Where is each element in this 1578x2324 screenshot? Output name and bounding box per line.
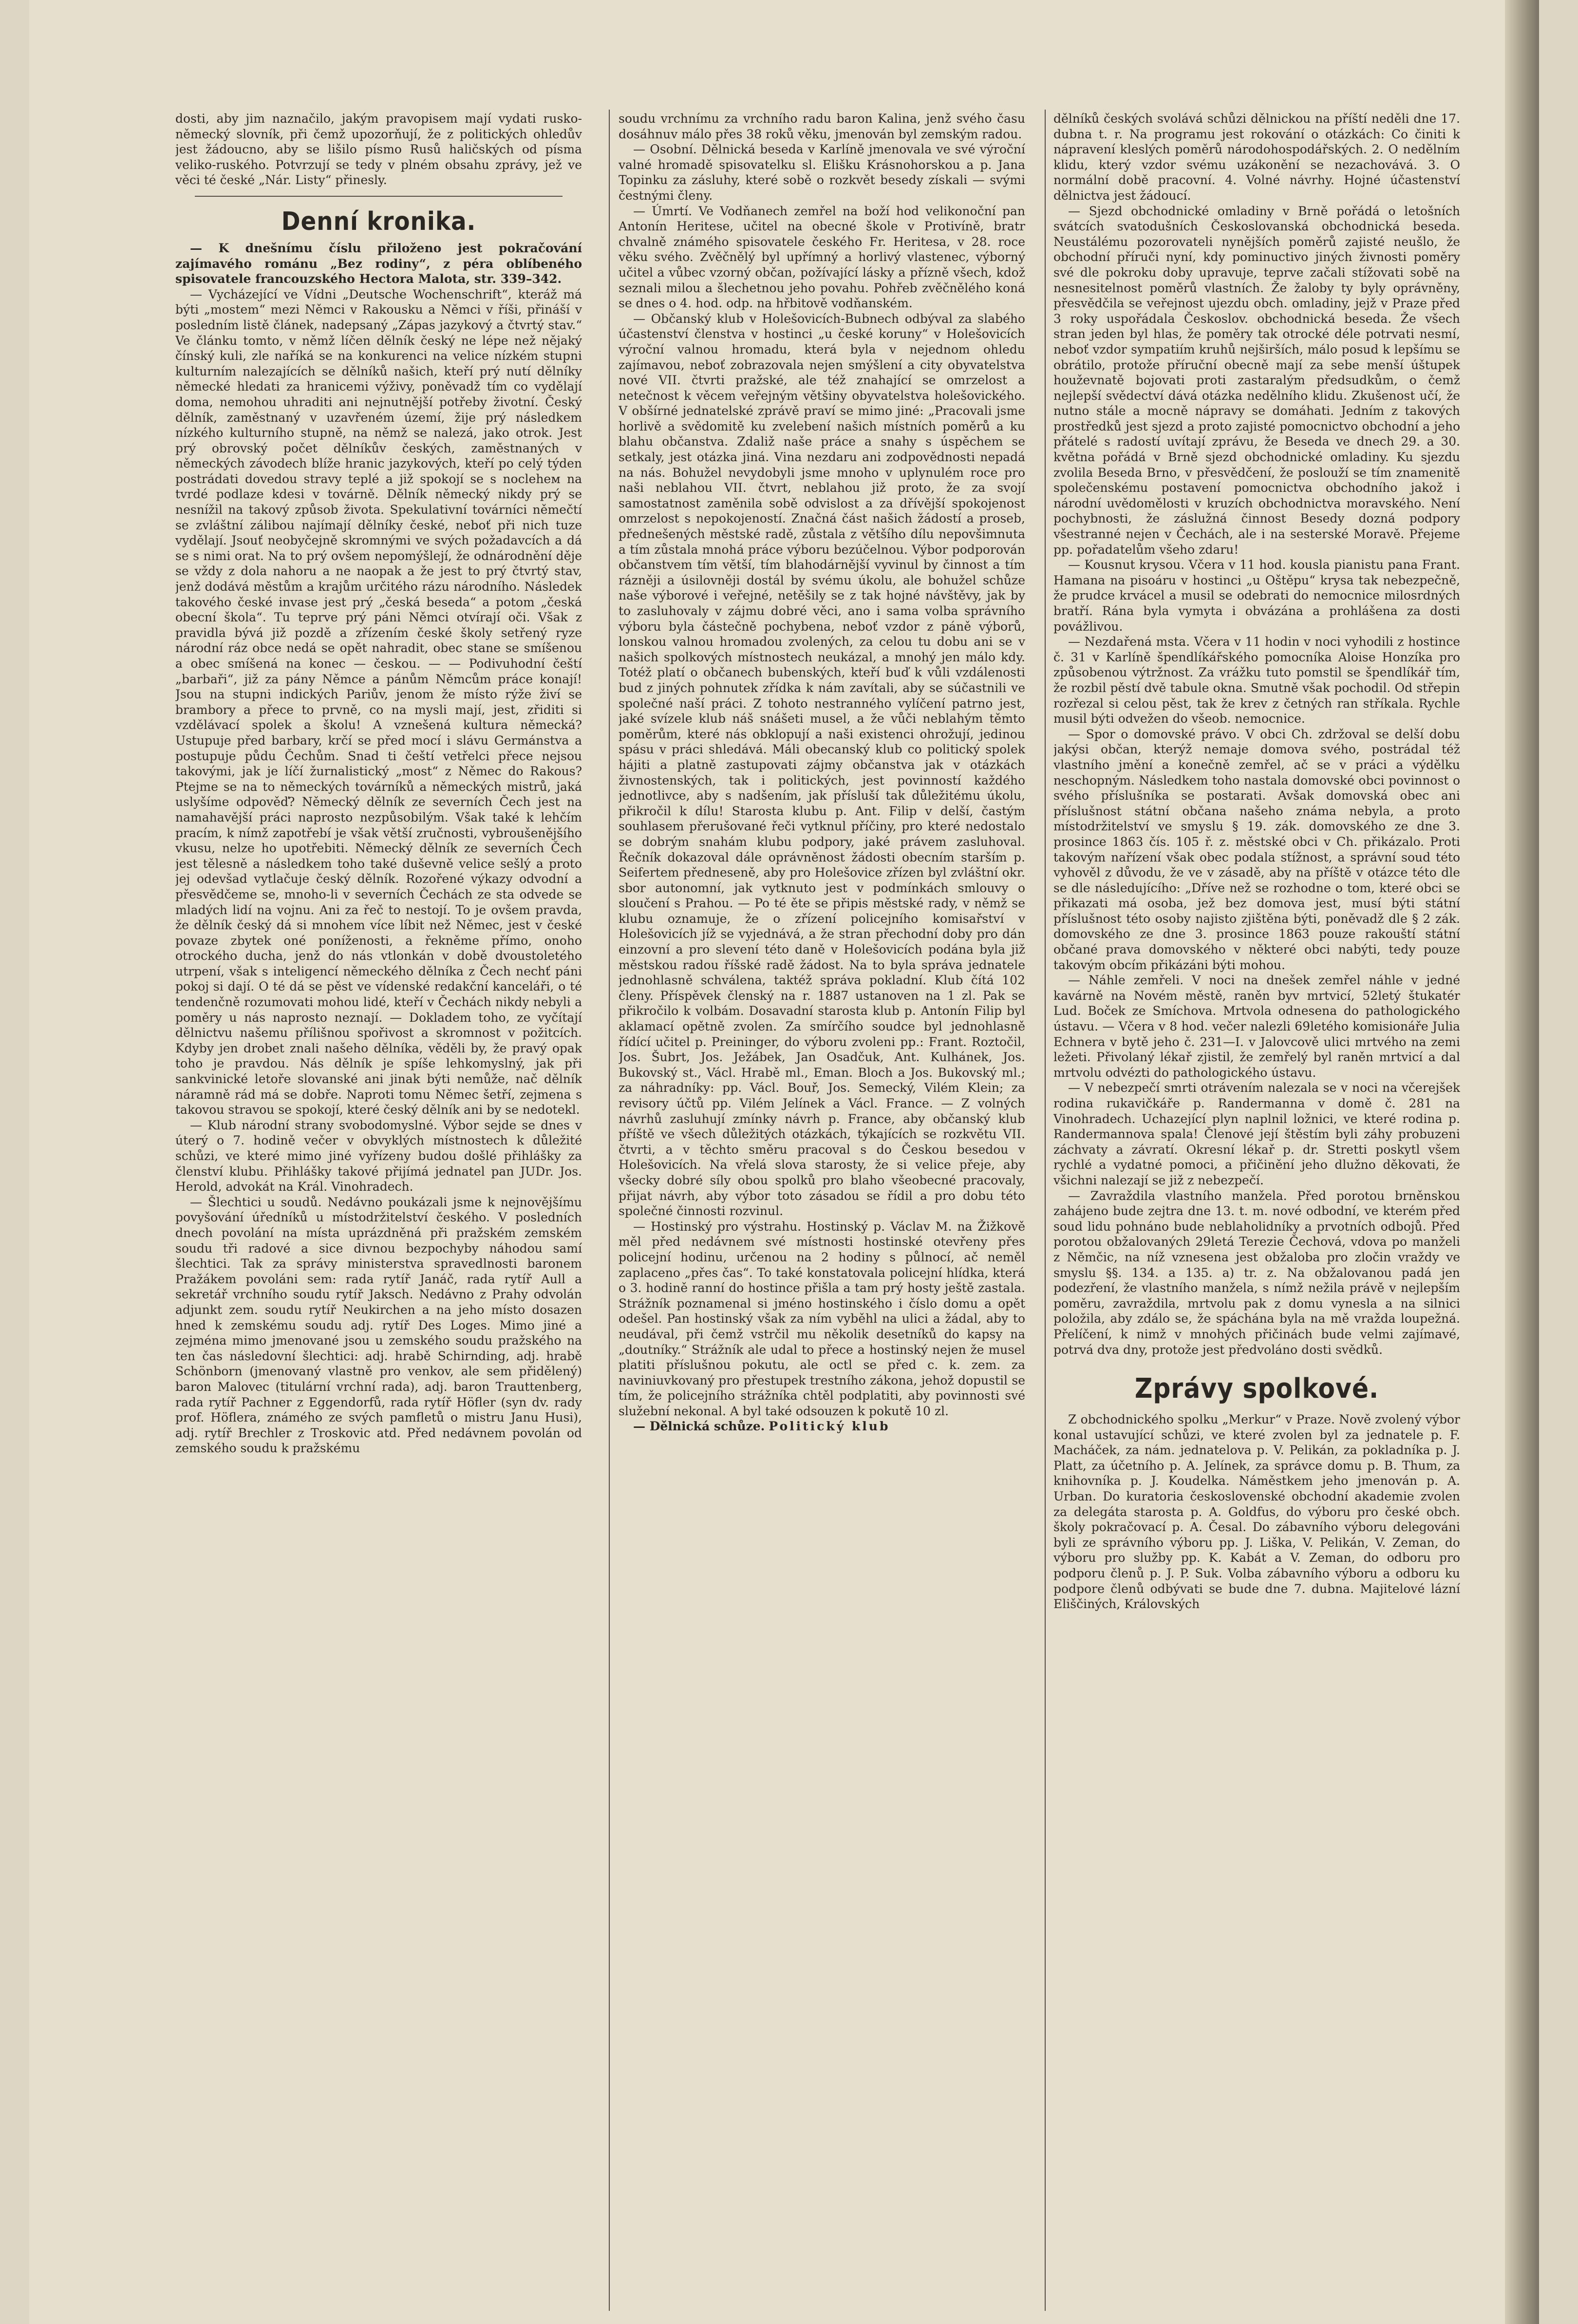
article: — Hostinský pro výstrahu. Hostinský p. Václav M. na Žižkově měl před nedávnem své místnosti hostinské otevřeny přes policejní hodinu, určenou na 2 hodiny s půlnocí, ač neměl zaplaceno „přes čas“. To také konstatovala policejní hlídka, která o 3. hodině ranní do hostince přišla a tam prý hosty ještě zastala. Strážník poznamenal si jméno hostinského i číslo domu a opět odešel. Pan hostinský však za ním vyběhl na ulici a žádal, aby to neudával, při čemž vstrčil mu několik desetníků do kapsy na „doutníky.“ Strážník ale udal to přece a hostinský nejen že musel platiti příslušnou pokutu, ale octl se před c. k. zem. za naviniuvkovaný pro přestupek trestního zákona, jehož dopustil se tím, že policejního strážníka chtěl podplatiti, aby povinnosti své služební nekonal. A byl také odsouzen k pokutě 10 zl.	[619, 1219, 1025, 1418]
article: — Úmrtí. Ve Vodňanech zemřel na boží hod velikonoční pan Antonín Heritese, učitel na obecné škole v Protivíně, bratr chvalně známého spisovatele českého Fr. Heritesa, v 28. roce věku svého. Zvěčnělý byl upřímný a horlivý vlastenec, výborný učitel a vůbec vzorný občan, požívající lásky a přízně všech, kdož seznali milou a šlechetnou jeho povahu. Pohřeb zvěčnělého koná se dnes o 4. hod. odp. na hřbitově vodňanském.	[619, 204, 1025, 311]
section-heading: Zprávy spolkové.	[1134, 1373, 1379, 1405]
article: — Klub národní strany svobodomyslné. Výbor sejde se dnes v úterý o 7. hodině večer v obvyklých místnostech k důležité schůzi, ve které mimo jiné vyřízeny budou došlé přihlášky za členství klubu. Přihlášky takové přijímá jednatel pan JUDr. Jos. Herold, advokát na Král. Vinohradech.	[175, 1118, 582, 1194]
column-rule	[609, 110, 610, 2311]
section-rule	[195, 196, 563, 197]
section-heading: Denní kronika.	[281, 206, 476, 236]
article: — V nebezpečí smrti otrávením nalezala se v noci na včerejšek rodina rukavičkáře p. Randermanna v domě č. 281 na Vinohradech. Uchazející plyn naplnil ložnici, ve které rodina p. Randermannova spala! Členové její štěstím byli záhy probuzeni záchvaty a závratí. Okresní lékař p. dr. Stretti poskytl všem rychlé a vydatné pomoci, a přičinění jeho dlužno děkovati, že všichni nalezají se již z nebezpečí.	[1053, 1081, 1460, 1187]
article: — Sjezd obchodnické omladiny v Brně pořádá o letošních svátcích svatodušních Českoslovanská obchodnická beseda. Neustálému pozorovateli nynějších poměrů zajisté neušlo, že obchodní příruči nyní, kdy pominuctivo jiných živnosti poměry své dle pokroku doby upravuje, teprve začali stížovati sobě na nesnesitelnost poměrů vlastních. Že žaloby ty byly oprávněny, přesvědčila se veřejnost ujezdu obch. omladiny, jejž v Praze před 3 roky uspořádala Českoslov. obchodnická beseda. Že všech stran jeden byl hlas, že poměry tak otrocké déle potrvati nesmí, neboť vzdor sympatiím kruhů nejširších, málo posud k lepšímu se obrátilo, protože příruční obecně mají za sebe menší úštupek houževnatě bojovati proti zastaralým předsudkům, o čemž nejlepší svědectví dává otázka nedělního klidu. Zkušenost učí, že nutno stále a mocně nápravy se domáhati. Jedním z takových prostředků jest sjezd a proto zajisté pomocnictvo obchodní a jeho přátelé s radostí uvítají zprávu, že Beseda ve dnech 29. a 30. května pořádá v Brně sjezd obchodnické omladiny. Ku sjezdu zvolila Beseda Brno, v přesvědčení, že poslouží se tím znamenitě společenskému postavení pomocnictva obchodního jakož i národní uvědomělosti v kruzích obchodnictva moravského. Není pochybnosti, že záslužná činnost Besedy dozná podpory všestranné nejen v Čechách, ale i na sesterské Moravě. Přejeme pp. pořadatelům všeho zdaru!	[1053, 204, 1460, 557]
column-1	[175, 111, 582, 2312]
signature: Politický klub	[769, 1419, 890, 1434]
article-start	[619, 1419, 1025, 1434]
article: — Osobní. Dělnická beseda v Karlíně jmenovala ve své výroční valné hromadě spisovatelku sl. Elišku Krásnohorskou a p. Jana Topinku za zásluhy, které sobě o rozkvět besedy získali — svými čestnými členy.	[619, 142, 1025, 203]
article-title: — Dělnická schůze.	[633, 1419, 765, 1434]
article: — Kousnut krysou. Včera v 11 hod. kousla pianistu pana Frant. Hamana na pisoáru v hostinci „u Oštěpu“ krysa tak nebezpečně, že prudce krvácel a musil se odebrati do nemocnice milosrdných bratří. Rána byla vymyta i obvázána a prohlášena za dosti povážlivou.	[1053, 558, 1460, 634]
column-rule	[1045, 110, 1046, 2311]
article-continuation: dělníků českých svolává schůzi dělnickou na příští neděli dne 17. dubna t. r. Na programu jest rokování o otázkách: Co činiti k nápravení kleslých poměrů národohospodářských. 2. O nedělním klidu, který vzdor svému uzákonění se nezachovává. 3. O normální době pracovní. 4. Volné návrhy. Hojné účastenství dělnictva jest žádoucí.	[1053, 112, 1460, 203]
article: — Spor o domovské právo. V obci Ch. zdržoval se delší dobu jakýsi občan, kterýž nemaje domova svého, postrádal též vlastního jmění a konečně zemřel, ač se v práci a výdělku neschopným. Následkem toho nastala domovské obci povinnost o svého příslušníka se postarati. Avšak domovská obec ani příslušnost státní občana našeho známa nebyla, a proto místodržitelství ve smyslu § 19. zák. domovského ze dne 3. prosince 1863 čís. 105 ř. z. městské obci v Ch. přikázalo. Proti takovým nařízení však obec podala stížnost, a správní soud této vyhověl z důvodu, že ve v zásadě, aby na příště v otázce této dle se dle následujícího: „Dříve než se rozhodne o tom, které obci se přikazati má osoba, jež bez domova jest, musí býti státní příslušnost této osoby najisto zjištěna býti, poněvadž dle § 2 zák. domovského ze dne 3. prosince 1863 pouze rakouští státní občané prava domovského v některé obci nabýti, tedy pouze takovým obcím přikázáni býti mohou.	[1053, 727, 1460, 972]
article-continuation: dosti, aby jim naznačilo, jakým pravopisem mají vydati rusko-německý slovník, při čemž upozorňují, že z politických ohledův jest žádoucno, aby se lišilo písmo Rusů haličských od písma veliko-ruského. Potvrzují se tedy v plném obsahu zprávy, jež ve věci té české „Nár. Listy“ přinesly.	[175, 112, 582, 187]
column-2	[619, 111, 1025, 2312]
article: — Zavraždila vlastního manžela. Před porotou brněnskou zahájeno bude zejtra dne 13. t. m. nové odbodní, ve kterém před soud lidu pohnáno bude neblaholidníky a prvotních odbojů. Před porotou obžalovaných 29letá Terezie Čechová, vdova po manželi z Němčic, na níž vznesena jest obžaloba pro zločin vraždy ve smyslu §§. 134. a 135. a) tr. z. Na obžalovanou padá jen podezření, že vlastního manžela, s nímž nežila právě v nejlepším poměru, zavraždila, mrtvolu pak z domu vynesla a na silnici položila, aby zdálo se, že spáchána byla na mě vražda loupežná. Přelíčení, k nimž v mnohých přičinách bude velmi zajímavé, potrvá dva dny, protože jest předvoláno dosti svědků.	[1053, 1188, 1460, 1357]
article-continuation: soudu vrchnímu za vrchního radu baron Kalina, jenž svého času dosáhnuv málo přes 38 roků věku, jmenován byl zemským radou.	[619, 112, 1025, 141]
article: — Šlechtici u soudů. Nedávno poukázali jsme k nejnovějšímu povyšování úředníků u místodržitelství českého. V posledních dnech povolání na místa uprázdněná při pražském zemském soudu tři radové a sice divnou bezpochyby náhodou samí šlechtici. Tak za správy ministerstva spravedlnosti baronem Pražákem povoláni sem: rada rytíř Janáč, rada rytíř Aull a sekretář vrchního soudu rytíř Jaksch. Nedávno z Prahy odvolán adjunkt zem. soudu rytíř Neukirchen a na jeho místo dosazen hned k zemskému soudu adj. rytíř Des Loges. Mimo jiné a zejména mimo jmenované jsou u zemského soudu pražského na ten čas následovní šlechtici: adj. hrabě Schirnding, adj. hrabě Schönborn (jmenovaný vlastně pro venkov, ale sem přidělený) baron Malovec (titulární vrchní rada), adj. baron Trauttenberg, rada rytíř Pachner z Eggendorfů, rada rytíř Höfler (syn dv. rady prof. Höflera, známého ze svých pamfletů o mistru Janu Husi), adj. rytíř Brechler z Troskovic atd. Před nedávnem povolán od zemského soudu k pražskému	[175, 1195, 582, 1456]
announcement: — K dnešnímu číslu přiloženo jest pokračování zajímavého románu „Bez rodiny“, z péra oblíbeného spisovatele francouzského Hectora Malota, str. 339–342.	[175, 241, 582, 286]
article: — Vycházející ve Vídni „Deutsche Wochenschrift“, kteráž má býti „mostem“ mezi Němci v Rakousku a Němci v říši, přináší v posledním listě článek, nadepsaný „Zápas jazykový a čtvrtý stav.“ Ve článku tomto, v němž líčen dělník český ne lépe než nějaký čínský kuli, zle naříká se na konkurenci na velice nízkém stupni kulturním nalezajících se dělníků našich, kteří prý nutí dělníky německé hledati za hranicemi výživy, poněvadž tím co vydělají doma, nemohou uhraditi ani nejnutnější potřeby životní. Český dělník, zaměstnaný v uzavřeném území, žije prý následkem nízkého kulturního stupně, na němž se nalezá, jako otrok. Jest prý obrovský počet dělníkův českých, zaměstnaných v německých závodech blíže hranic jazykových, kteří po celý týden postrádati dovedou stravy teplé a již spokojí se s nocleheм na tvrdé podlaze kdesi v továrně. Dělník německý nikdy prý se nesnížil na takový způsob života. Spekulativní továrníci němečtí se zvláštní zálibou najímají dělníky české, neboť při nich tuze vydělají. Jsouť neobyčejně skromnými ve svých požadavcích a dá se s nimi orat. Na to prý ovšem nepomýšlejí, že odnárodnění děje se vždy z dola nahoru a ne naopak a že jest to prý čtvrtý stav, jenž dodává městům a krajům určitého rázu národního. Následek takového české invase jest prý „česká beseda“ a potom „česká obecní škola“. Tu teprve prý páni Němci otvírají oči. Však z pravidla bývá již pozdě a zřízením české školy setřený ryze národní ráz obce nedá se opět nahradit, obec stane se smíšenou a obec smíšená na konec — českou. — — Podivuhodní čeští „barbaři“, již za pány Němce a pánům Němcům práce konají! Jsou na stupni indických Pariův, jenom že místo rýže živí se brambory a přece to prvně, co na mysli mají, jest, zřiditi si vzdělávací spolek a školu! A vznešená kultura německá? Ustupuje před barbary, krčí se před mocí i slávu Germánstva a postupuje půdu Čechům. Snad ti čeští vetřelci přece nejsou takovými, jak je líčí žurnalistický „most“ z Němec do Rakous? Ptejme se na to německých továrníků a německých mistrů, jaká uslyšíme odpověď? Německý dělník ze severních Čech jest na namahavější práci naprosto nezpůsobilým. Však také k lehčím pracím, k nímž zapotřebí je však větší zručnosti, vybroušenějšího vkusu, nelze ho upotřebiti. Německý dělník ze severních Čech jest tělesně a následkem toho také duševně velice sešlý a proto jej odevšad vytlačuje český dělník. Rozořené výkazy odvodní a přesvědčeme se, mnoho-li v severních Čechách ze sta odvede se mladých lidí na vojnu. Ani za řeč to nestojí. To je ovšem pravda, že dělník český dá si mnohem více líbit než Němec, jest v české povaze zbytek oné poníženosti, a řekněme přímo, onoho otrockého ducha, jenž do nás vtlonkán v době dvoustoletého utrpení, však s inteligencí německého dělníka z Čech nechť páni pokoj si dají. O té dá se pěst ve vídenské redakční kanceláři, o té tendenčně rozumovati mohou lidé, kteří v Čechách nikdy nebyli a poměry u nás naprosto neznají. — Dokladem toho, ze vyčítají dělnictvu našemu přílišnou spořivost a skromnost v požitcích. Kdyby jen drobet znali našeho dělníka, věděli by, že pravý opak toho je pravdou. Nás dělník je spíše lehkomyslný, jak při sankvinické letoře slovanské ani jinak býti nemůže, nač dělník náramně rád má se dobře. Naproti tomu Němec šetří, zejmena s takovou stravou se spokojí, které český dělník ani by se nedotekl.	[175, 287, 582, 1117]
newspaper-page	[29, 0, 1539, 2324]
article: — Nezdařená msta. Včera v 11 hodin v noci vyhodili z hostince č. 31 v Karlíně špendlíkářského pomocníka Aloise Honzíka pro způsobenou výtržnost. Za vrážku tuto pomstil se špendlíkář tím, že rozbil pěstí dvě tabule okna. Smutně však pochodil. Od střepin rozřezal si celou pěst, tak že krev z četných ran stříkala. Rychle musil býti odvežen do všeob. nemocnice.	[1053, 635, 1460, 726]
page-edge	[1505, 0, 1539, 2324]
article: — Občanský klub v Holešovicích-Bubnech odbýval za slabého účastenství členstva v hostinci „u české koruny“ v Holešovicích výroční valnou hromadu, která byla v nejednom ohledu zajímavou, neboť zobrazovala nejen smýšlení a city obyvatelstva nové VII. čtvrti pražské, ale též znahající se omrzelost a netečnost k věcem veřejným většiny obyvatelstva holešovického. V obšírné jednatelské zprávě praví se mimo jiné: „Pracovali jsme horlivě a svědomitě ku zvelebení našich místních poměrů a ku blahu občanstva. Zdaliž naše práce a snahy s úspěchem se setkaly, jest otázka jiná. Vina nezdaru ani zodpovědnosti nepadá na nás. Bohužel nevydobyli jsme mnoho v uplynulém roce pro naši neblahou VII. čtvrt, neblahou již proto, že za svojí samostatnost zaměnila sobě odvislost a za dřívější spokojenost omrzelost s nepokojeností. Značná část našich žádostí a proseb, přednešených městské radě, zůstala z většího dílu nepovšimnuta a tím zůstala mnohá práce výboru bezúčelnou. Výbor podporován občanstvem tím větší, tím blahodárnější vyvinul by činnost a tím rázněji a úsilovněji dostál by svému úkolu, ale bohužel schůze naše výborové i veřejné, netěšily se z tak hojné návštěvy, jak by to zasluhovaly v zájmu dobré věci, ano i sama volba správního výboru byla částečně pochybena, neboť vzdor z páně výborů, lonskou valnou hromadou zvolených, za celou tu dobu ani se v našich spolkových místnostech neukázal, a mnohý jen málo kdy. Totéž platí o občanech bubenských, kteří buď k vůli vzdálenosti bud z jiných pohnutek zřídka k nám zavítali, aby se súčastnili ve společné naší práci. Z tohoto nestranného vylíčení patrno jest, jaké svízele klub náš snášeti musel, a že vůči neblahým těmto poměrům, které nás obklopují a naši existenci ohrožují, jedinou spásu v práci shledává. Máli obecanský klub co politický spolek hájiti a platně zastupovati zájmy občanstva jak v otázkách živnostenských, tak i politických, jest povinností každého jednotlivce, aby s nadšením, jak přísluší tak důležitému úkolu, přikročil k dílu! Starosta klubu p. Ant. Filip v delší, častým souhlasem přerušované řeči vytknul příčiny, pro které nedostalo se dobrým snahám klubu podpory, jaké právem zasluhoval. Řečník dokazoval dále oprávněnost žádosti obecním starším p. Seifertem předneseně, aby pro Holešovice zřízen byl zvláštní okr. sbor autonomní, jak vytknuto jest v podmínkách smlouvy o sloučení s Prahou. — Po té ěte se připis městské rady, v němž se klubu oznamuje, že o zřízení policejního komisařství v Holešovicích jíž se vyjednává, a že stran přechodní doby pro dán einzovní a pro slevení této daně v Holešovicích podána byla již městskou radou říšské radě žádost. Na to byla správa jednatele jednohlasně schválena, taktéž správa pokladní. Klub čítá 102 členy. Příspěvek členský na r. 1887 ustanoven na 1 zl. Pak se přikročilo k volbám. Dosavadní starosta klub p. Antonín Filip byl aklamací opětně zvolen. Za smírčího soudce byl jednohlasně řídící učitel p. Preininger, do výboru zvoleni pp.: Frant. Roztočil, Jos. Šubrt, Jos. Ježábek, Jan Osadčuk, Ant. Kulhánek, Jos. Bukovský st., Václ. Hrabě ml., Eman. Bloch a Jos. Bukovský ml.; za náhradníky: pp. Václ. Bouř, Jos. Semecký, Vilém Klein; za revisory účtů pp. Vilém Jelínek a Václ. France. — Z volných návrhů zasluhují zmínky návrh p. France, aby občanský klub příště ve všech důležitých otázkách, týkajících se rozkvětu VII. čtvrti, a v těchto směru pracoval s do Českou besedou v Holešovicích. Na vřelá slova starosty, že si velice přeje, aby všecky dobré síly obou spolků pro blaho všeobecné pracovaly, přijat návrh, aby výbor toto zásadou se řídil a pro dobu této společné činnosti rozvinul.	[619, 311, 1025, 1218]
column-3	[1053, 111, 1460, 2312]
article: — Náhle zemřeli. V noci na dnešek zemřel náhle v jedné kavárně na Novém městě, raněn byv mrtvicí, 52letý štukatér Lud. Boček ze Smíchova. Mrtvola odnesena do pathologického ústavu. — Včera v 8 hod. večer nalezli 69letého komisionáře Julia Echnera v bytě jeho č. 231—I. v Jalovcově ulici mrtvého na zemi ležeti. Přivolaný lékař zjistil, že zemřelý byl raněn mrtvicí a dal mrtvolu odvézti do pathologického ústavu.	[1053, 973, 1460, 1080]
article: Z obchodnického spolku „Merkur“ v Praze. Nově zvolený výbor konal ustavující schůzi, ve které zvolen byl za jednatele p. F. Macháček, za nám. jednatelova p. V. Pelikán, za pokladníka p. J. Platt, za účetního p. A. Jelínek, za správce domu p. B. Thum, za knihovníka p. J. Koudelka. Náměstkem jeho jmenován p. A. Urban. Do kuratoria československé obchodní akademie zvolen za delegáta starosta p. A. Goldfus, do výboru pro české obch. školy pokračovací p. A. Česal. Do zábavního výboru delegováni byli ze správního výboru pp. J. Liška, V. Pelikán, V. Zeman, do výboru pro služby pp. K. Kabát a V. Zeman, do odboru pro podporu členů p. J. P. Suk. Volba zábavního výboru a odboru ku podpore členů odbývati se bude dne 7. dubna. Majitelové lázní Eliščiných, Královských	[1053, 1412, 1460, 1612]
